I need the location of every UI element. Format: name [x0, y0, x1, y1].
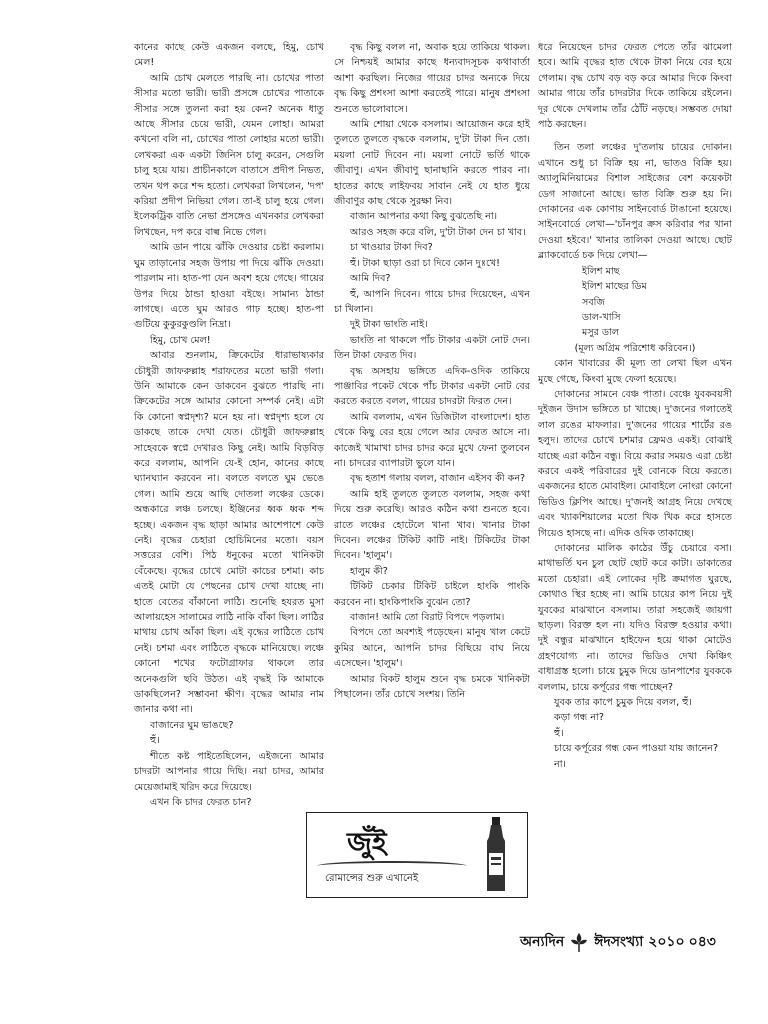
paragraph: আমি চোখ মেলতে পারছি না। চোখের পাতা সীসার মতো ভারী। ভারী প্রসঙ্গে চোখের পাতাকে সীসার সঙ্গে তুলনা করা হয় কেন? অনেক ধাতু আছে সীসার চেয়ে ভারী, যেমন লোহা। আমরা কখনো বলি না, চোখের পাতা লোহার মতো ভারী। লেখকরা এক একটা জিনিস চালু করেন, সেগুলি চালু হয়ে যায়। প্রাচীনকালে বাতাসে প্রদীপ নিভত, তখন থপ করে শব্দ হতো। লেখকরা লিখলেন, 'দপ' করিয়া প্রদীপ নিভিয়া গেল। তা-ই চালু হয়ে গেল। ইলেকট্রিক বাতি নেভা প্রসঙ্গেও এখনকার লেখকরা লিখছেন, দপ করে বাল্ব নিভে গেল।	[134, 72, 324, 238]
issue-label: ঈদসংখ্যা ২০১০	[594, 934, 685, 950]
oil-bottle-icon	[483, 817, 509, 893]
paragraph: চা খাওয়ার টাকা দিব?	[350, 242, 433, 254]
paragraph: আমি বললাম, এখন ডিজিটাল বাংলাদেশ। হাত থেকে কিছু বের হয়ে গেলে আর ফেরত আসে না। কাজেই খামাখা চাদর চাদর করে মুখে ফেনা তুলবেন না। চাদরের ব্যাপারটা ভুলে যান।	[334, 411, 530, 469]
paragraph: আমি হাই তুলতে তুলতে বললাম, সহজ কথা দিয়ে শুরু করেছি। আরও কঠিন কথা শুনতে হবে। রাতে লঞ্চের হোটেলে খানা খাব। খানার টাকা দিবেন। লঞ্চের টিকিট কাটি নাই। টিকিটের টাকা দিবেন। 'হালুম'।	[334, 488, 530, 562]
paragraph: টিকিট চেকার টিকিট চাইলে হাংকি পাংকি করবেন না। হাংকিপাংকি বুঝেন তো?	[334, 581, 530, 608]
paragraph: হালুম কী?	[350, 565, 388, 577]
paragraph: দোকানের মালিক কাঠের উঁচু চেয়ারে বসা। মাথাভর্তি ঘন চুল ছোট ছোট করে কাটা। ডাকাতের মতো চেহারা। এই লোকের দৃষ্টি ক্রমাগত ঘুরছে, কোথাও স্থির হচ্ছে না। আমি চায়ের কাপ নিয়ে দুই যুবকের মাঝখানে বসলাম। তারা সহজেই জায়গা ছাড়ল। বিরক্ত হল না। যদিও বিরক্ত হওয়ার কথা। দুই বন্ধুর মাঝখানে হাইফেন হয়ে থাকা মোটেও গ্রহণযোগ্য না। তাদের ভিডিও দেখা কিঞ্চিৎ বাধাগ্রস্ত হলো। চায়ে চুমুক দিয়ে ডানপাশের যুবককে বললাম, চায়ে কর্পূরের গন্ধ পাচ্ছেন?	[538, 543, 732, 693]
paragraph: আমি দিব?	[350, 273, 391, 285]
paragraph: হুঁ। টাকা ছাড়া ওরা চা দিবে কোন দুঃখে!	[350, 257, 500, 269]
column-1	[134, 40, 324, 810]
paragraph: না।	[554, 758, 566, 770]
paragraph: ভাংতি না থাকলে পাঁচ টাকার একটা নোট দেন। তিন টাকা ফেরত দিব।	[334, 334, 530, 362]
paragraph: বৃদ্ধ অসহায় ভঙ্গিতে এদিক-ওদিক তাকিয়ে পাঞ্জাবির পকেট থেকে পাঁচ টাকার একটা নোট বের করতে করতে বলল, গায়ের চাদরটা ফিরত দেন।	[334, 365, 530, 408]
paragraph: বাজানের ঘুম ভাঙছে?	[150, 719, 234, 731]
paragraph: ইলিশ মাছ	[582, 265, 620, 277]
column-2	[334, 40, 530, 702]
advertisement	[306, 812, 528, 898]
paragraph: বাজান! আমি তো বিরাট বিপদে পড়লাম।	[350, 612, 505, 624]
paragraph: ধরে নিয়েছেন চাদর ফেরত পেতে তাঁর ঝামেলা হবে। আমি বৃদ্ধের হাত থেকে টাকা নিয়ে বের হয়ে গেলাম। বৃদ্ধ চোখ বড় বড় করে আমার দিকে কিংবা আমার গায়ে তাঁর চাদরটার দিকে তাকিয়ে রইলেন। দূর থেকে দেখলাম তাঁর ঠোঁট নড়ছে। সম্ভবত দোয়া পাঠ করছেন।	[538, 42, 732, 131]
publication-name: অন্যদিন	[520, 934, 565, 950]
paragraph: কানের কাছে কেউ একজন বলছে, হিমু, চোখ মেল!	[134, 42, 324, 69]
column-3	[538, 40, 732, 772]
paragraph: সবজি	[582, 296, 606, 308]
paragraph: কোন খাবারের কী মূল্য তা লেখা ছিল এখন মুছে গেছে, কিংবা মুছে ফেলা হয়েছে।	[538, 358, 732, 385]
paragraph: হিমু, চোখ মেল!	[150, 334, 211, 346]
ad-wave-decoration	[317, 861, 467, 871]
paragraph: দোকানের সামনে বেঞ্চ পাতা। বেঞ্চে যুবকবয়সী দুইজন উদাস ভঙ্গিতে চা খাচ্ছে। দু'জনের গলাতেই লাল রঙের মাফলার। দু'জনের গায়ের শার্টের রঙ হলুদ। তাদের চোখে চশমার ফ্রেমও একই। বোঝাই যাচ্ছে এরা কঠিন বন্ধু। বিয়ে করার সময়ও এরা চেষ্টা করবে একই পরিবারের দুই বোনকে বিয়ে করতে। একজনের হাতে মোবাইল। মোবাইলে নোংরা কোনো ভিডিও ক্লিপিং আছে। দু'জনই আগ্রহ নিয়ে দেখছে এবং খ্যাকশিয়ালের মতো খিক খিক করে হাসতে গিয়েও হাসছে না। এদিক ওদিক তাকাচ্ছে।	[538, 388, 732, 539]
paragraph: কড়া গন্ধ না?	[554, 712, 604, 724]
paragraph: চায়ে কর্পূরের গন্ধ কেন পাওয়া যায় জানেন?	[554, 743, 719, 755]
paragraph: ইলিশ মাছের ডিম	[582, 281, 647, 293]
paragraph: হুঁ।	[554, 727, 564, 739]
paragraph: এখন কি চাদর ফেরত চান?	[150, 796, 252, 808]
paragraph: আবার শুনলাম, ক্রিকেটের ধারাভাষ্যকার চৌধুরী জাফরুল্লাহ শরাফতের মতো ভারী গলা। উনি আমাকে কেন ডাকবেন বুঝতে পারছি না। ক্রিকেটের সঙ্গে আমার কোনো সম্পর্ক নেই। এটা কি কোনো স্বপ্নদৃশ্য? মনে হয় না। স্বপ্নদৃশ্য হলে যে ডাকছে তাকে দেখা যেত। চৌধুরী জাফরুল্লাহ সাহেবকে স্বপ্নে দেখারও কিছু নেই। আমি বিড়বিড় করে বললাম, আপনি যে-ই হোন, কানের কাছে ঘ্যানঘ্যান করবেন না। বলতে বলতে ঘুম ভেঙে গেল। আমি শুয়ে আছি দোতলা লঞ্চের ডেকে। অন্ধকারে লঞ্চ চলছে। ইঞ্জিনের ধ্বক ধ্বক শব্দ হচ্ছে। একজন বৃদ্ধ ছাড়া আমার আশেপাশে কেউ নেই। বৃদ্ধের চেহারা হোচিমিনের মতো। বয়স সত্তরের বেশি। পিঠ ধনুকের মতো খানিকটা বেঁকেছে। বৃদ্ধের চোখে মোটা কাচের চশমা। কাচ এতই মোটা যে পেছনের চোখ দেখা যাচ্ছে না। হাতে বেতের বাঁকানো লাঠি। শুনেছি হযরত মুসা আলায়হেস সালামের লাঠি নাকি বাঁকা ছিল। লাঠির মাথায় চোখ আঁকা ছিল। এই বৃদ্ধের লাঠিতে চোখ নেই। চশমা এবং লাঠিতে বৃদ্ধকে মানিয়েছে। লঞ্চে কোনো শখের ফটোগ্রাফার থাকলে তার অনেকগুলি ছবি উঠত। এই বৃদ্ধই কি আমাকে ডাকছিলেন? সম্ভাবনা ক্ষীণ। বৃদ্ধের আমার নাম জানার কথা না।	[134, 350, 324, 716]
paragraph: যুবক তার কাপে চুমুক দিয়ে বলল, হুঁ।	[554, 697, 692, 709]
paragraph: বাজান আপনার কথা কিছু বুঝতেছি না।	[350, 211, 498, 223]
paragraph: বিপদে তো অবশ্যই পড়েছেন। মানুষ খাল কেটে কুমির আনে, আপনি চাদর বিছিয়ে বাঘ নিয়ে এসেছেন। 'হালুম'।	[334, 627, 530, 670]
page-footer	[520, 930, 716, 954]
paragraph: হুঁ।	[150, 735, 160, 747]
paragraph: আমি ডান পায়ে ঝাঁকি দেওয়ার চেষ্টা করলাম। ঘুম তাড়ানোর সহজ উপায় পা দিয়ে ঝাঁকি দেওয়া। পারলাম না। হাত-পা যেন অবশ হয়ে গেছে। গায়ের উপর দিয়ে ঠান্ডা হাওয়া বইছে। সামান্য ঠান্ডা লাগছে। এতে ঘুম আরও গাঢ় হচ্ছে। হাত-পা গুটিয়ে কুকুরকুণ্ডলি নিদ্রা।	[134, 242, 324, 331]
paragraph: শীতে কষ্ট পাইতেছিলেন, এইজন্যে আমার চাদরটা আপনার গায়ে দিছি। নয়া চাদর, আমার মেয়েজামাই খরিদ করে দিয়েছে।	[134, 750, 324, 793]
paragraph: আমার বিকট হালুম শুনে বৃদ্ধ চমকে খানিকটা পিছালেন। তাঁর চোখে সংশয়। তিনি	[334, 673, 530, 701]
paragraph: (মূল্য অগ্রিম পরিশোধ করিবেন।)	[574, 342, 696, 354]
paragraph: হুঁ, আপনি দিবেন। গায়ে চাদর দিয়েছেন, এখন চা খিলান।	[334, 288, 530, 315]
paragraph: বৃদ্ধ হতাশ গলায় বলল, বাজান এইসব কী কন?	[350, 473, 526, 485]
paragraph: তিন তলা লঞ্চের দু'তলায় চায়ের দোকান। এখানে শুধু চা বিক্রি হয় না, ভাতও বিক্রি হয়। অ্যালুমিনিয়ামের বিশাল সাইজের বেশ কয়েকটা ডেগ সাজানো আছে। ভাত বিক্রি শুরু হয় নি। দোকানের এক কোণায় সাইনবোর্ড টাঙানো হয়েছে। সাইনবোর্ডে লেখা—'চাঁনপুর ক্রস করিবার পর খানা দেওয়া হইবে।' খানার তালিকা দেওয়া আছে। ছোট ব্ল্যাকবোর্ডে চক দিয়ে লেখা—	[538, 142, 732, 262]
paragraph: মসুর ডাল	[582, 327, 619, 339]
paragraph: আমি শোয়া থেকে বসলাম। আয়োজন করে হাই তুলতে তুলতে বৃদ্ধকে বললাম, দু'টা টাকা দিন তো। ময়লা নোট দিবেন না। ময়লা নোটে ভর্তি থাকে জীবাণু। এখন জীবাণু ছানাছানি করতে পারব না। হাতের কাছে লাইফবয় সাবান নেই যে হাত ধুয়ে জীবাণুর কাছ থেকে সুরক্ষা নিব।	[334, 119, 530, 208]
ad-brand: জুঁই	[347, 826, 387, 859]
ad-tagline: রোমান্সের শুরু এখানেই	[325, 873, 419, 884]
paragraph: আরও সহজ করে বলি, দু'টা টাকা দেন চা খাব।	[350, 226, 526, 238]
flower-logo-icon	[568, 931, 590, 953]
paragraph: দুই টাকা ভাংতি নাই।	[350, 319, 428, 331]
paragraph: ডাল-খাসি	[582, 311, 621, 323]
paragraph: বৃদ্ধ কিছু বলল না, অবাক হয়ে তাকিয়ে থাকল। সে নিশ্চয়ই আমার কাছে ধন্যবাদসূচক কথাবার্তা আশা করছিল। নিজের গায়ের চাদর অন্যকে দিয়ে বৃদ্ধ কিছু প্রশংসা আশা করতেই পারে। মানুষ প্রশংসা শুনতে ভালোবাসে।	[334, 42, 530, 115]
page-number: ০৪৩	[688, 934, 716, 950]
